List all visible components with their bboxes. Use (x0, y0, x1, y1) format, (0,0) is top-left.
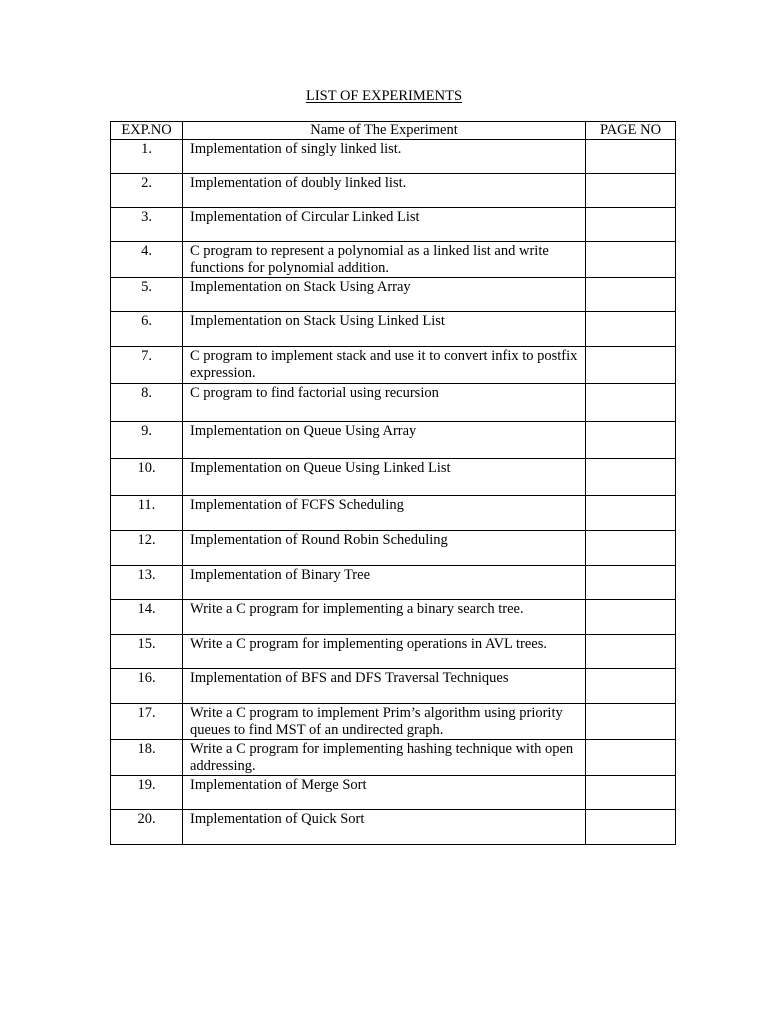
page-number (586, 740, 676, 776)
table-row (111, 384, 676, 422)
exp-number: 5. (111, 278, 183, 312)
experiment-name: Implementation of singly linked list. (183, 140, 586, 174)
table-row (111, 208, 676, 242)
experiment-name: Implementation of Quick Sort (183, 810, 586, 845)
exp-number: 11. (111, 496, 183, 531)
exp-number: 4. (111, 242, 183, 278)
table-row (111, 174, 676, 208)
exp-number: 13. (111, 566, 183, 600)
table-row (111, 459, 676, 496)
exp-number: 1. (111, 140, 183, 174)
exp-number: 15. (111, 635, 183, 669)
experiment-name: Write a C program for implementing a binary search tree. (183, 600, 586, 635)
exp-number: 8. (111, 384, 183, 422)
exp-number: 17. (111, 704, 183, 740)
experiment-name: Write a C program for implementing operations in AVL trees. (183, 635, 586, 669)
page-number (586, 174, 676, 208)
exp-number: 19. (111, 776, 183, 810)
page-number (586, 669, 676, 704)
table-row (111, 140, 676, 174)
experiment-name: Implementation on Stack Using Array (183, 278, 586, 312)
table-row (111, 600, 676, 635)
exp-number: 16. (111, 669, 183, 704)
page-number (586, 278, 676, 312)
experiment-name: Write a C program to implement Prim’s algorithm using priority queues to find MST of an undirected graph. (183, 704, 586, 740)
table-row (111, 242, 676, 278)
header-page-no: PAGE NO (586, 122, 676, 140)
header-experiment-name: Name of The Experiment (183, 122, 586, 140)
experiment-name: Write a C program for implementing hashing technique with open addressing. (183, 740, 586, 776)
page-number (586, 566, 676, 600)
exp-number: 3. (111, 208, 183, 242)
header-exp-no: EXP.NO (111, 122, 183, 140)
exp-number: 10. (111, 459, 183, 496)
page-number (586, 140, 676, 174)
experiment-name: Implementation of Binary Tree (183, 566, 586, 600)
exp-number: 12. (111, 531, 183, 566)
table-row (111, 776, 676, 810)
experiment-name: Implementation on Queue Using Linked List (183, 459, 586, 496)
page-number (586, 312, 676, 347)
table-row (111, 566, 676, 600)
experiments-table (110, 121, 676, 845)
page-number (586, 459, 676, 496)
page-number (586, 704, 676, 740)
experiment-name: C program to implement stack and use it to convert infix to postfix expression. (183, 347, 586, 384)
exp-number: 14. (111, 600, 183, 635)
page-number (586, 531, 676, 566)
page-title: LIST OF EXPERIMENTS (305, 88, 463, 104)
table-row (111, 704, 676, 740)
page-number (586, 776, 676, 810)
experiment-name: Implementation of FCFS Scheduling (183, 496, 586, 531)
exp-number: 18. (111, 740, 183, 776)
page-number (586, 422, 676, 459)
exp-number: 7. (111, 347, 183, 384)
experiment-name: Implementation of Merge Sort (183, 776, 586, 810)
page-number (586, 600, 676, 635)
exp-number: 20. (111, 810, 183, 845)
table-row (111, 810, 676, 845)
table-row (111, 740, 676, 776)
page-number (586, 635, 676, 669)
experiment-name: C program to find factorial using recursion (183, 384, 586, 422)
page-number (586, 384, 676, 422)
table-header-row (111, 122, 676, 140)
table-row (111, 278, 676, 312)
table-row (111, 669, 676, 704)
table-row (111, 422, 676, 459)
exp-number: 6. (111, 312, 183, 347)
experiment-name: C program to represent a polynomial as a linked list and write functions for polynomial addition. (183, 242, 586, 278)
table-row (111, 312, 676, 347)
page-number (586, 496, 676, 531)
exp-number: 9. (111, 422, 183, 459)
page-number (586, 810, 676, 845)
table-row (111, 635, 676, 669)
page-number (586, 208, 676, 242)
table-row (111, 496, 676, 531)
experiment-name: Implementation on Queue Using Array (183, 422, 586, 459)
experiment-name: Implementation of Round Robin Scheduling (183, 531, 586, 566)
experiment-name: Implementation of BFS and DFS Traversal Techniques (183, 669, 586, 704)
page-number (586, 242, 676, 278)
page-number (586, 347, 676, 384)
table-row (111, 531, 676, 566)
table-row (111, 347, 676, 384)
experiment-name: Implementation of Circular Linked List (183, 208, 586, 242)
exp-number: 2. (111, 174, 183, 208)
experiment-name: Implementation on Stack Using Linked List (183, 312, 586, 347)
experiment-name: Implementation of doubly linked list. (183, 174, 586, 208)
